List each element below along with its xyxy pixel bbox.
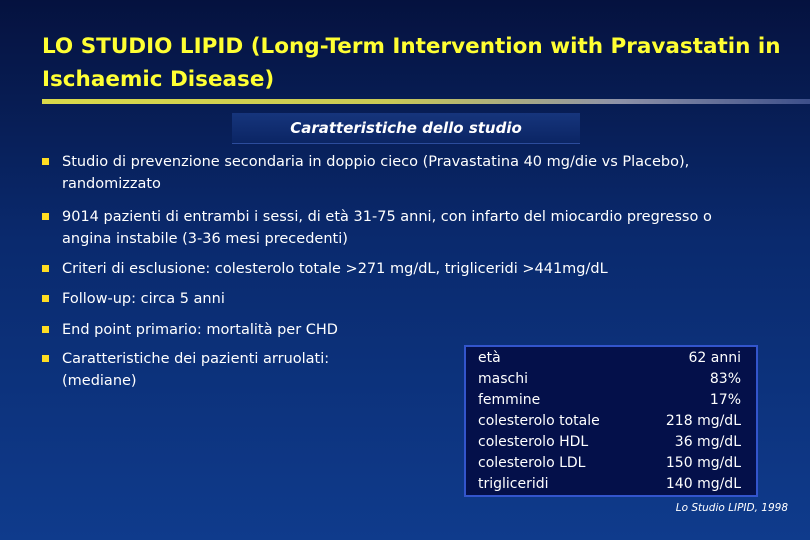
subtitle-banner (232, 113, 580, 144)
subtitle: Caratteristiche dello studio (290, 119, 522, 137)
bullet-marker-icon (42, 213, 49, 220)
row-value: 150 mg/dL (665, 455, 741, 471)
bullet-text: Caratteristiche dei pazienti arruolati: (mediane) (62, 351, 330, 389)
row-label: femmine (478, 392, 541, 408)
row-value: 62 anni (688, 350, 741, 366)
row-label: colesterolo LDL (478, 455, 586, 471)
table-row (478, 474, 741, 495)
table-row (478, 369, 741, 390)
row-value: 36 mg/dL (674, 434, 741, 450)
row-value: 17% (709, 392, 741, 408)
bullet-text: Follow-up: circa 5 anni (62, 291, 225, 307)
row-label: trigliceridi (478, 476, 549, 492)
title-divider (42, 99, 810, 104)
bullet-text: End point primario: mortalità per CHD (62, 322, 338, 338)
bullet-marker-icon (42, 355, 49, 362)
bullet-text: Criteri di esclusione: colesterolo totale >271 mg/dL, trigliceridi >441mg/dL (62, 261, 608, 277)
row-label: maschi (478, 371, 528, 387)
row-value: 83% (709, 371, 741, 387)
row-label: colesterolo totale (478, 413, 600, 429)
table-row (478, 453, 741, 474)
bullet-marker-icon (42, 295, 49, 302)
bullet-text: Studio di prevenzione secondaria in doppio cieco (Pravastatina 40 mg/die vs Placebo), randomizzato (62, 154, 690, 192)
source-citation: Lo Studio LIPID, 1998 (675, 502, 788, 514)
slide-title: LO STUDIO LIPID (Long-Term Intervention with Pravastatin in Ischaemic Disease) (42, 34, 781, 92)
row-label: età (478, 350, 501, 366)
bullet-marker-icon (42, 158, 49, 165)
bullet-text: 9014 pazienti di entrambi i sessi, di età 31-75 anni, con infarto del miocardio pregresso o angina instabile (3-36 mesi precedenti) (62, 209, 712, 247)
table-row (478, 348, 741, 369)
table-row (478, 390, 741, 411)
table-row (478, 432, 741, 453)
patient-characteristics-table (464, 345, 758, 497)
bullet-marker-icon (42, 265, 49, 272)
row-value: 218 mg/dL (665, 413, 741, 429)
row-value: 140 mg/dL (665, 476, 741, 492)
table-row (478, 411, 741, 432)
bullet-marker-icon (42, 326, 49, 333)
row-label: colesterolo HDL (478, 434, 589, 450)
